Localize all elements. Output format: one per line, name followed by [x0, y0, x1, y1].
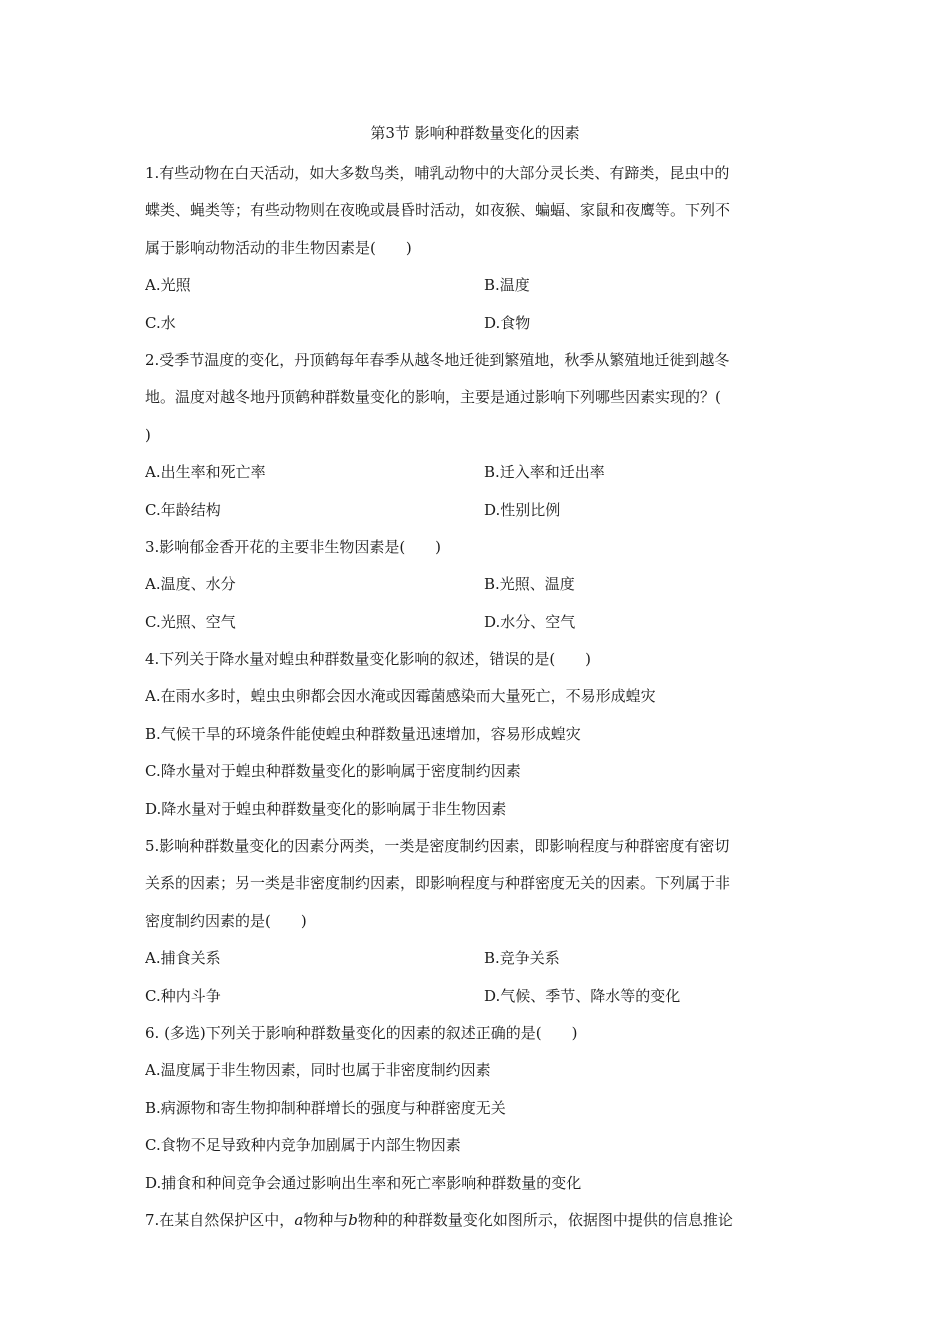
- question-1-options-row-2: [145, 305, 805, 342]
- question-1-text-line-2: 蝶类、蝇类等；有些动物则在夜晚或晨昏时活动，如夜猴、蝙蝠、家鼠和夜鹰等。下列不: [145, 201, 731, 220]
- question-list: [145, 155, 805, 1239]
- question-1-option-c: C.水: [145, 313, 176, 332]
- question-2-text-line-1: 2.受季节温度的变化，丹顶鹤每年春季从越冬地迁徙到繁殖地，秋季从繁殖地迁徙到越冬: [145, 350, 730, 369]
- question-2-text-line-2: 地。温度对越冬地丹顶鹤种群数量变化的影响，主要是通过影响下列哪些因素实现的？(: [145, 388, 721, 407]
- question-4-option-b: B.气候干旱的环境条件能使蝗虫种群数量迅速增加，容易形成蝗灾: [145, 724, 581, 743]
- question-1-option-d: D.食物: [484, 313, 531, 332]
- question-1: [145, 155, 805, 342]
- question-6-option-c: C.食物不足导致种内竞争加剧属于内部生物因素: [145, 1136, 461, 1155]
- question-3-text-line-1: 3.影响郁金香开花的主要非生物因素是( ): [145, 537, 442, 556]
- question-7-mid: 物种与: [303, 1210, 349, 1229]
- question-1-text-line-1: 1.有些动物在白天活动，如大多数鸟类，哺乳动物中的大部分灵长类、有蹄类，昆虫中的: [145, 164, 730, 182]
- question-6-text-line-1: 6. (多选)下列关于影响种群数量变化的因素的叙述正确的是( ): [145, 1023, 578, 1042]
- question-4-option-d: D.降水量对于蝗虫种群数量变化的影响属于非生物因素: [145, 799, 507, 818]
- question-4-text-line-1: 4.下列关于降水量对蝗虫种群数量变化影响的叙述，错误的是( ): [145, 650, 592, 669]
- question-6-option-b: B.病源物和寄生物抑制种群增长的强度与种群密度无关: [145, 1098, 506, 1117]
- question-7-species-a: a: [294, 1210, 304, 1229]
- question-5-option-a: A.捕食关系: [145, 949, 221, 968]
- question-2-text-line-3: ): [145, 425, 151, 444]
- question-6-option-a: A.温度属于非生物因素，同时也属于非密度制约因素: [145, 1061, 491, 1080]
- question-3: [145, 529, 805, 641]
- question-5: [145, 828, 805, 1015]
- question-6: [145, 1015, 805, 1202]
- question-1-text-line-3: 属于影响动物活动的非生物因素是( ): [145, 238, 412, 257]
- question-2: [145, 342, 805, 529]
- question-1-option-a: A.光照: [145, 276, 191, 295]
- question-2-option-c: C.年龄结构: [145, 500, 221, 519]
- question-5-options-row-1: [145, 940, 805, 977]
- question-1-options-row-1: [145, 267, 805, 304]
- page-title: 第3节 影响种群数量变化的因素: [370, 124, 580, 142]
- question-3-option-a: A.温度、水分: [145, 575, 236, 594]
- question-7-text-line-1: [145, 1202, 805, 1239]
- question-2-option-d: D.性别比例: [484, 500, 561, 519]
- question-4-option-c: C.降水量对于蝗虫种群数量变化的影响属于密度制约因素: [145, 762, 521, 781]
- question-3-option-d: D.水分、空气: [484, 612, 576, 631]
- question-2-options-row-2: [145, 492, 805, 529]
- question-2-option-b: B.迁入率和迁出率: [484, 463, 605, 482]
- question-6-option-d: D.捕食和种间竞争会通过影响出生率和死亡率影响种群数量的变化: [145, 1173, 582, 1192]
- question-2-option-a: A.出生率和死亡率: [145, 463, 266, 482]
- question-3-options-row-2: [145, 604, 805, 641]
- question-1-option-b: B.温度: [484, 276, 530, 295]
- question-7: [145, 1202, 805, 1239]
- question-7-prefix: 7.在某自然保护区中，: [145, 1210, 295, 1229]
- question-7-suffix: 物种的种群数量变化如图所示，依据图中提供的信息推论: [357, 1210, 733, 1229]
- question-4-option-a: A.在雨水多时，蝗虫虫卵都会因水淹或因霉菌感染而大量死亡，不易形成蝗灾: [145, 687, 656, 706]
- question-5-options-row-2: [145, 978, 805, 1015]
- question-5-option-c: C.种内斗争: [145, 986, 221, 1005]
- question-5-option-d: D.气候、季节、降水等的变化: [484, 986, 681, 1005]
- question-2-options-row-1: [145, 454, 805, 491]
- question-4: [145, 641, 805, 828]
- question-3-option-b: B.光照、温度: [484, 575, 575, 594]
- question-5-text-line-3: 密度制约因素的是( ): [145, 911, 307, 930]
- question-5-text-line-1: 5.影响种群数量变化的因素分两类，一类是密度制约因素，即影响程度与种群密度有密切: [145, 837, 730, 856]
- question-3-option-c: C.光照、空气: [145, 612, 236, 631]
- question-5-text-line-2: 关系的因素；另一类是非密度制约因素，即影响程度与种群密度无关的因素。下列属于非: [145, 874, 731, 893]
- question-5-option-b: B.竞争关系: [484, 949, 560, 968]
- question-7-species-b: b: [348, 1210, 358, 1229]
- question-3-options-row-1: [145, 566, 805, 603]
